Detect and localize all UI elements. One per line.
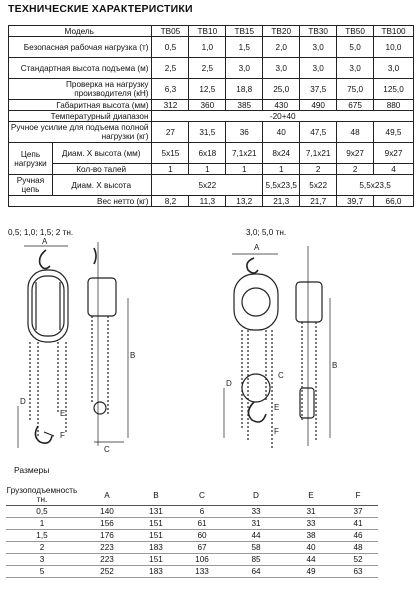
table-cell: 33 bbox=[284, 518, 338, 530]
table-cell: 44 bbox=[228, 530, 284, 542]
value-cell: 880 bbox=[374, 100, 414, 111]
table-cell: 151 bbox=[136, 530, 176, 542]
spec-row bbox=[9, 37, 414, 58]
table-cell: 156 bbox=[78, 518, 136, 530]
table-cell: 61 bbox=[176, 518, 228, 530]
table-cell: 6 bbox=[176, 506, 228, 518]
value-cell: 66,0 bbox=[374, 196, 414, 207]
value-cell: 4 bbox=[374, 164, 414, 175]
table-cell: 133 bbox=[176, 566, 228, 578]
table-cell: 63 bbox=[338, 566, 378, 578]
row-label: Кол-во талей bbox=[52, 164, 152, 175]
table-cell: 85 bbox=[228, 554, 284, 566]
value-cell: 5x22 bbox=[300, 175, 337, 196]
table-cell: 151 bbox=[136, 518, 176, 530]
model-cell: TB15 bbox=[226, 26, 263, 37]
column-header: Грузоподъемность тн. bbox=[6, 486, 78, 504]
value-cell: 7,1x21 bbox=[300, 143, 337, 164]
value-cell: 3,0 bbox=[300, 58, 337, 79]
value-cell: 3,0 bbox=[300, 37, 337, 58]
table-cell: 46 bbox=[338, 530, 378, 542]
table-cell: 41 bbox=[338, 518, 378, 530]
table-row bbox=[6, 530, 378, 542]
value-cell: 125,0 bbox=[374, 79, 414, 100]
spec-row-falls bbox=[9, 164, 414, 175]
value-cell: 6x18 bbox=[189, 143, 226, 164]
value-cell: 40 bbox=[263, 122, 300, 143]
dimension-letter-d: D bbox=[226, 379, 232, 388]
value-cell: 3,0 bbox=[337, 58, 374, 79]
value-cell: 39,7 bbox=[337, 196, 374, 207]
dimension-letter-e: E bbox=[274, 403, 280, 412]
spec-row bbox=[9, 111, 414, 122]
value-cell: 490 bbox=[300, 100, 337, 111]
value-cell: 312 bbox=[152, 100, 189, 111]
table-cell: 140 bbox=[78, 506, 136, 518]
value-cell: 6,3 bbox=[152, 79, 189, 100]
model-cell: TB100 bbox=[374, 26, 414, 37]
column-header: B bbox=[136, 485, 176, 506]
dimension-letter-c: C bbox=[278, 371, 284, 380]
value-cell: 3,0 bbox=[226, 58, 263, 79]
model-cell: TB20 bbox=[263, 26, 300, 37]
table-cell: 176 bbox=[78, 530, 136, 542]
value-cell: 5,5x23,5 bbox=[263, 175, 300, 196]
table-cell: 1 bbox=[6, 518, 78, 530]
table-cell: 223 bbox=[78, 542, 136, 554]
dimension-letter-f: F bbox=[60, 431, 65, 440]
table-cell: 48 bbox=[338, 542, 378, 554]
right-drawing-caption: 3,0; 5,0 тн. bbox=[246, 228, 287, 237]
load-chain-group-label: Цепь нагрузки bbox=[9, 143, 53, 175]
table-row bbox=[6, 518, 378, 530]
table-cell: 5 bbox=[6, 566, 78, 578]
dimensions-title: Размеры bbox=[14, 465, 50, 475]
table-cell: 49 bbox=[284, 566, 338, 578]
spec-row bbox=[9, 79, 414, 100]
value-cell: 49,5 bbox=[374, 122, 414, 143]
table-cell: 2 bbox=[6, 542, 78, 554]
spec-row bbox=[9, 122, 414, 143]
spec-row-net-weight bbox=[9, 196, 414, 207]
value-cell: 9x27 bbox=[337, 143, 374, 164]
value-cell: 9x27 bbox=[374, 143, 414, 164]
table-cell: 31 bbox=[284, 506, 338, 518]
row-label: Стандартная высота подъема (м) bbox=[9, 58, 152, 79]
dimension-letter-a: A bbox=[42, 238, 48, 246]
value-cell: 5,5x23,5 bbox=[337, 175, 414, 196]
row-label: Вес нетто (кг) bbox=[9, 196, 152, 207]
model-cell: TB05 bbox=[152, 26, 189, 37]
value-cell: 385 bbox=[226, 100, 263, 111]
value-cell: 31,5 bbox=[189, 122, 226, 143]
value-cell: 48 bbox=[337, 122, 374, 143]
spec-row bbox=[9, 58, 414, 79]
column-header: D bbox=[228, 485, 284, 506]
value-cell: 27 bbox=[152, 122, 189, 143]
dimension-letter-b: B bbox=[130, 351, 136, 360]
value-cell: 2,0 bbox=[263, 37, 300, 58]
column-header: F bbox=[338, 485, 378, 506]
table-row bbox=[6, 506, 378, 518]
value-cell: 5x22 bbox=[152, 175, 263, 196]
table-cell: 58 bbox=[228, 542, 284, 554]
value-cell: 3,0 bbox=[374, 58, 414, 79]
value-cell: 0,5 bbox=[152, 37, 189, 58]
model-label: Модель bbox=[9, 26, 152, 37]
table-cell: 131 bbox=[136, 506, 176, 518]
specifications-table bbox=[8, 25, 414, 207]
value-cell: 10,0 bbox=[374, 37, 414, 58]
value-cell: 2,5 bbox=[189, 58, 226, 79]
table-cell: 38 bbox=[284, 530, 338, 542]
value-cell: 360 bbox=[189, 100, 226, 111]
value-cell: 1,0 bbox=[189, 37, 226, 58]
value-cell: 1 bbox=[226, 164, 263, 175]
left-drawing-caption: 0,5; 1,0; 1,5; 2 тн. bbox=[8, 228, 74, 237]
model-cell: TB30 bbox=[300, 26, 337, 37]
table-cell: 1,5 bbox=[6, 530, 78, 542]
value-cell: 75,0 bbox=[337, 79, 374, 100]
dimension-letter-b: B bbox=[332, 361, 338, 370]
dimension-letter-f: F bbox=[274, 427, 279, 436]
value-cell: 675 bbox=[337, 100, 374, 111]
value-cell: 5,0 bbox=[337, 37, 374, 58]
spec-row-model bbox=[9, 26, 414, 37]
value-cell: 7,1x21 bbox=[226, 143, 263, 164]
value-cell: 12,5 bbox=[189, 79, 226, 100]
table-cell: 3 bbox=[6, 554, 78, 566]
model-cell: TB50 bbox=[337, 26, 374, 37]
value-cell: 8x24 bbox=[263, 143, 300, 164]
value-cell: 13,2 bbox=[226, 196, 263, 207]
temperature-range-value: -20+40 bbox=[152, 111, 414, 122]
row-label: Температурный диапазон bbox=[9, 111, 152, 122]
value-cell: 21,3 bbox=[263, 196, 300, 207]
small-hoist-drawing bbox=[8, 238, 148, 456]
value-cell: 5x15 bbox=[152, 143, 189, 164]
row-label: Безопасная рабочая нагрузка (т) bbox=[9, 37, 152, 58]
row-label: Ручное усилие для подъема полной нагрузки (кг) bbox=[9, 122, 152, 143]
spec-row-load-chain bbox=[9, 143, 414, 164]
model-cell: TB10 bbox=[189, 26, 226, 37]
table-row bbox=[6, 566, 378, 578]
table-cell: 52 bbox=[338, 554, 378, 566]
hand-chain-group-label: Ручная цепь bbox=[9, 175, 53, 196]
table-cell: 37 bbox=[338, 506, 378, 518]
table-cell: 183 bbox=[136, 566, 176, 578]
table-cell: 33 bbox=[228, 506, 284, 518]
table-cell: 223 bbox=[78, 554, 136, 566]
value-cell: 36 bbox=[226, 122, 263, 143]
column-header: C bbox=[176, 485, 228, 506]
row-label: Габаритная высота (мм) bbox=[9, 100, 152, 111]
row-label: Диам. X высота (мм) bbox=[52, 143, 152, 164]
dimensions-table bbox=[6, 485, 378, 578]
value-cell: 1 bbox=[263, 164, 300, 175]
value-cell: 1 bbox=[152, 164, 189, 175]
table-cell: 67 bbox=[176, 542, 228, 554]
column-header: E bbox=[284, 485, 338, 506]
value-cell: 2 bbox=[300, 164, 337, 175]
row-label: Диам. X высота bbox=[52, 175, 152, 196]
spec-row-hand-chain bbox=[9, 175, 414, 196]
large-hoist-drawing bbox=[218, 238, 338, 456]
value-cell: 2 bbox=[337, 164, 374, 175]
value-cell: 18,8 bbox=[226, 79, 263, 100]
table-cell: 60 bbox=[176, 530, 228, 542]
value-cell: 1,5 bbox=[226, 37, 263, 58]
table-cell: 252 bbox=[78, 566, 136, 578]
table-cell: 64 bbox=[228, 566, 284, 578]
value-cell: 2,5 bbox=[152, 58, 189, 79]
row-label: Проверка на нагрузку производителя (кН) bbox=[9, 79, 152, 100]
value-cell: 430 bbox=[263, 100, 300, 111]
table-cell: 31 bbox=[228, 518, 284, 530]
dimension-letter-d: D bbox=[20, 397, 26, 406]
value-cell: 21,7 bbox=[300, 196, 337, 207]
value-cell: 1 bbox=[189, 164, 226, 175]
table-cell: 151 bbox=[136, 554, 176, 566]
table-cell: 183 bbox=[136, 542, 176, 554]
dimensions-header-row bbox=[6, 485, 378, 506]
spec-row bbox=[9, 100, 414, 111]
value-cell: 37,5 bbox=[300, 79, 337, 100]
value-cell: 47,5 bbox=[300, 122, 337, 143]
table-cell: 44 bbox=[284, 554, 338, 566]
table-cell: 106 bbox=[176, 554, 228, 566]
table-row bbox=[6, 542, 378, 554]
dimension-letter-e: E bbox=[60, 409, 66, 418]
value-cell: 3,0 bbox=[263, 58, 300, 79]
value-cell: 25,0 bbox=[263, 79, 300, 100]
table-cell: 40 bbox=[284, 542, 338, 554]
column-header: A bbox=[78, 485, 136, 506]
page-title: ТЕХНИЧЕСКИЕ ХАРАКТЕРИСТИКИ bbox=[8, 3, 193, 15]
value-cell: 8,2 bbox=[152, 196, 189, 207]
dimension-letter-c: C bbox=[104, 445, 110, 454]
dimension-letter-a: A bbox=[254, 243, 260, 252]
value-cell: 11,3 bbox=[189, 196, 226, 207]
table-row bbox=[6, 554, 378, 566]
table-cell: 0,5 bbox=[6, 506, 78, 518]
